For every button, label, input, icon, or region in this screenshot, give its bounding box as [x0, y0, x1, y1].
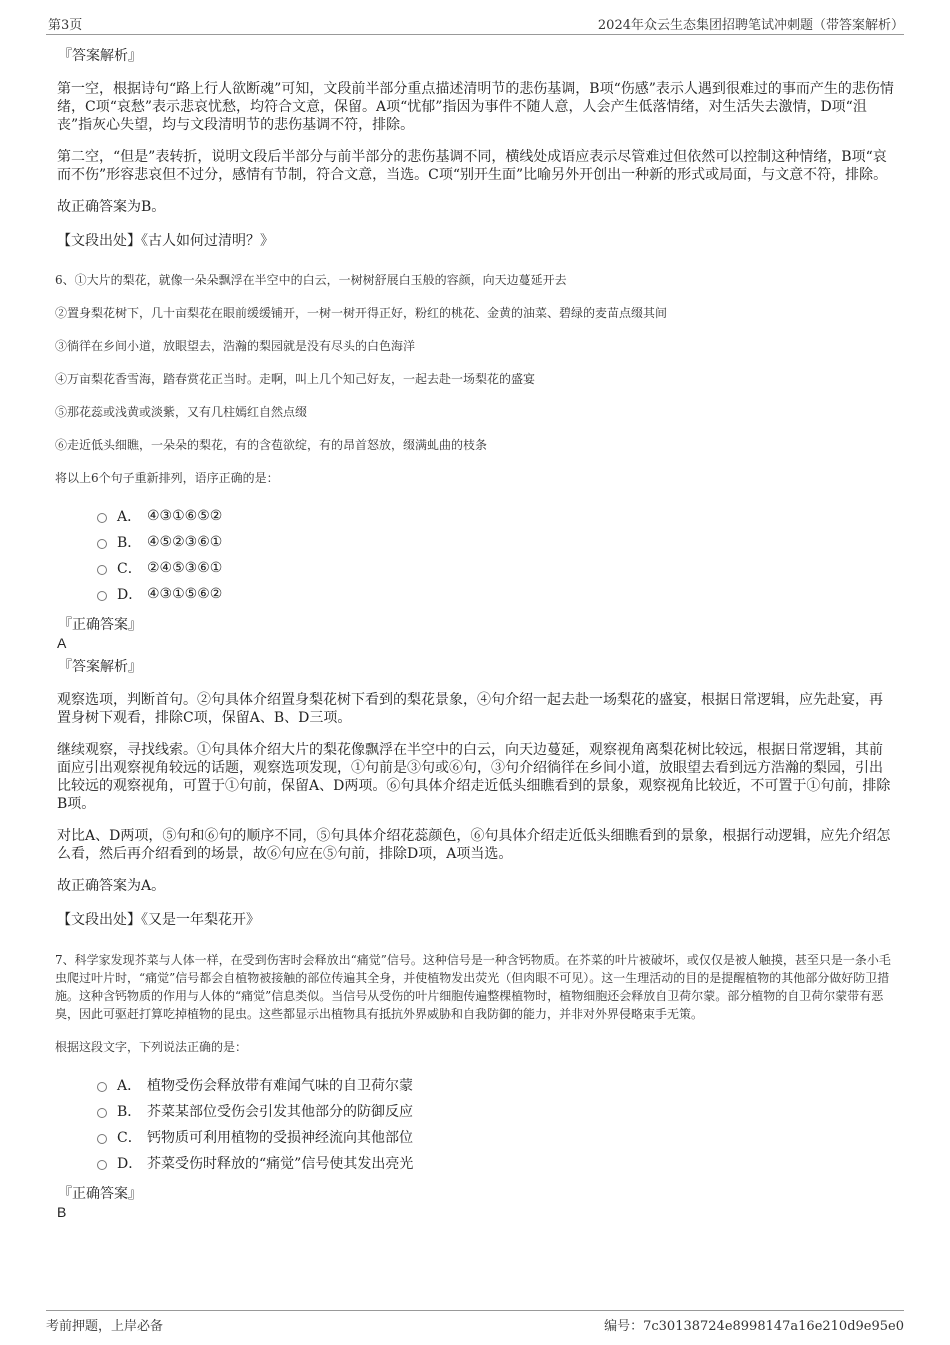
q7-option-b[interactable]: B． 芥菜某部位受伤会引发其他部分的防御反应	[97, 1098, 895, 1124]
analysis-paragraph: 第一空，根据诗句“路上行人欲断魂”可知，文段前半部分重点描述清明节的悲伤基调，B项“伤感”表示人遇到很难过的事而产生的悲伤情绪，C项“哀愁”表示悲哀忧愁，均符合文意，保留。A项“忧郁”指因为事件不随人意，人会产生低落情绪，对生活失去激情，D项“沮丧”指灰心失望，均与文段清明节的悲伤基调不符，排除。	[57, 81, 894, 133]
q6-stem-line: ③徜徉在乡间小道，放眼望去，浩瀚的梨园就是没有尽头的白色海洋	[55, 339, 416, 353]
answer-label: 『正确答案』	[58, 617, 142, 633]
radio-icon[interactable]	[97, 1160, 107, 1170]
q5-source: 【文段出处】《古人如何过清明？》	[57, 233, 274, 249]
analysis-label: 『答案解析』	[58, 659, 142, 675]
radio-icon[interactable]	[97, 1082, 107, 1092]
page-footer	[46, 1310, 904, 1335]
page-number: 第3页	[48, 18, 83, 33]
question-7	[55, 951, 895, 1220]
analysis-paragraph: 故正确答案为A。	[57, 878, 166, 894]
q6-option-c[interactable]: C． ②④⑤③⑥①	[97, 555, 895, 581]
analysis-paragraph: 继续观察，寻找线索。①句具体介绍大片的梨花像飘浮在半空中的白云，向天边蔓延，观察视角离梨花树比较远，根据日常逻辑，其前面应引出观察视角较远的话题，观察选项发现，①句前是③句或⑥句，③句介绍徜徉在乡间小道，放眼望去看到远方浩瀚的梨园，引出比较远的观察视角，可置于①句前，保留A、D两项。⑥句具体介绍走近低头细瞧看到的景象，观察视角比较近，不可置于①句前，排除B项。	[57, 742, 891, 812]
document-id: 编号：7c30138724e8998147a16e210d9e95e0	[604, 1319, 904, 1334]
analysis-label: 『答案解析』	[58, 48, 142, 64]
q5-analysis	[55, 80, 895, 216]
analysis-paragraph: 故正确答案为B。	[57, 199, 166, 215]
radio-icon[interactable]	[97, 1134, 107, 1144]
q6-analysis	[55, 691, 895, 895]
q7-answer: B	[57, 1204, 67, 1220]
q6-stem-line: ④万亩梨花香雪海，踏春赏花正当时。走啊，叫上几个知己好友，一起去赴一场梨花的盛宴	[55, 372, 536, 386]
radio-icon[interactable]	[97, 1108, 107, 1118]
q7-option-c[interactable]: C． 钙物质可利用植物的受损神经流向其他部位	[97, 1124, 895, 1150]
q6-stem-line: ⑤那花蕊或浅黄或淡紫，又有几柱嫣红自然点缀	[55, 405, 308, 419]
answer-label: 『正确答案』	[58, 1186, 142, 1202]
analysis-paragraph: 第二空，“但是”表转折，说明文段后半部分与前半部分的悲伤基调不同，横线处成语应表示尽管难过但依然可以控制这种情绪，B项“哀而不伤”形容悲哀但不过分，感情有节制，符合文意，当选。C项“别开生面”比喻另外开创出一种新的形式或局面，与文意不符，排除。	[57, 149, 888, 183]
radio-icon[interactable]	[97, 591, 107, 601]
q6-options	[97, 503, 895, 607]
radio-icon[interactable]	[97, 513, 107, 523]
q6-option-d[interactable]: D． ④③①⑤⑥②	[97, 581, 895, 607]
document-title: 2024年众云生态集团招聘笔试冲刺题（带答案解析）	[597, 18, 904, 33]
q6-stem-line: ②置身梨花树下，几十亩梨花在眼前缓缓铺开，一树一树开得正好，粉红的桃花、金黄的油菜、碧绿的麦苗点缀其间	[55, 306, 668, 320]
q7-option-d[interactable]: D． 芥菜受伤时释放的“痛觉”信号使其发出亮光	[97, 1150, 895, 1176]
q6-answer: A	[57, 635, 67, 651]
question-6	[55, 272, 895, 929]
footer-slogan: 考前押题，上岸必备	[46, 1319, 164, 1334]
page-header	[46, 12, 904, 35]
radio-icon[interactable]	[97, 565, 107, 575]
page-content	[55, 46, 895, 1226]
q6-source: 【文段出处】《又是一年梨花开》	[57, 912, 260, 928]
q7-options	[97, 1072, 895, 1176]
radio-icon[interactable]	[97, 539, 107, 549]
q6-option-a[interactable]: A． ④③①⑥⑤②	[97, 503, 895, 529]
q7-option-a[interactable]: A． 植物受伤会释放带有难闻气味的自卫荷尔蒙	[97, 1072, 895, 1098]
q6-stem-line: 6、①大片的梨花，就像一朵朵飘浮在半空中的白云，一树树舒展白玉般的容颜，向天边蔓延开去	[55, 273, 567, 287]
q6-option-b[interactable]: B． ④⑤②③⑥①	[97, 529, 895, 555]
q6-prompt: 将以上6个句子重新排列，语序正确的是：	[55, 471, 279, 485]
q7-prompt: 根据这段文字，下列说法正确的是：	[55, 1040, 248, 1054]
q7-stem: 7、科学家发现芥菜与人体一样，在受到伤害时会释放出“痛觉”信号。这种信号是一种含钙物质。在芥菜的叶片被破坏，或仅仅是被人触摸，甚至只是一条小毛虫爬过叶片时，“痛觉”信号都会自植物被接触的部位传遍其全身，并使植物发出荧光（但肉眼不可见）。这一生理活动的目的是提醒植物的其他部分做好防卫措施。这种含钙物质的作用与人体的“痛觉”信息类似。当信号从受伤的叶片细胞传遍整棵植物时，植物细胞还会释放自卫荷尔蒙。部分植物的自卫荷尔蒙带有恶臭，因此可驱赶打算吃掉植物的昆虫。这些都显示出植物具有抵抗外界威胁和自我防御的能力，并非对外界侵略束手无策。	[55, 953, 891, 1021]
analysis-paragraph: 对比A、D两项，⑤句和⑥句的顺序不同，⑤句具体介绍花蕊颜色，⑥句具体介绍走近低头细瞧看到的景象，根据行动逻辑，应先介绍怎么看，然后再介绍看到的场景，故⑥句应在⑤句前，排除D项，A项当选。	[57, 828, 891, 862]
analysis-paragraph: 观察选项，判断首句。②句具体介绍置身梨花树下看到的梨花景象，④句介绍一起去赴一场梨花的盛宴，根据日常逻辑，应先赴宴，再置身树下观看，排除C项，保留A、B、D三项。	[57, 692, 883, 726]
q6-stem-line: ⑥走近低头细瞧，一朵朵的梨花，有的含苞欲绽，有的昂首怒放，缀满虬曲的枝条	[55, 438, 488, 452]
